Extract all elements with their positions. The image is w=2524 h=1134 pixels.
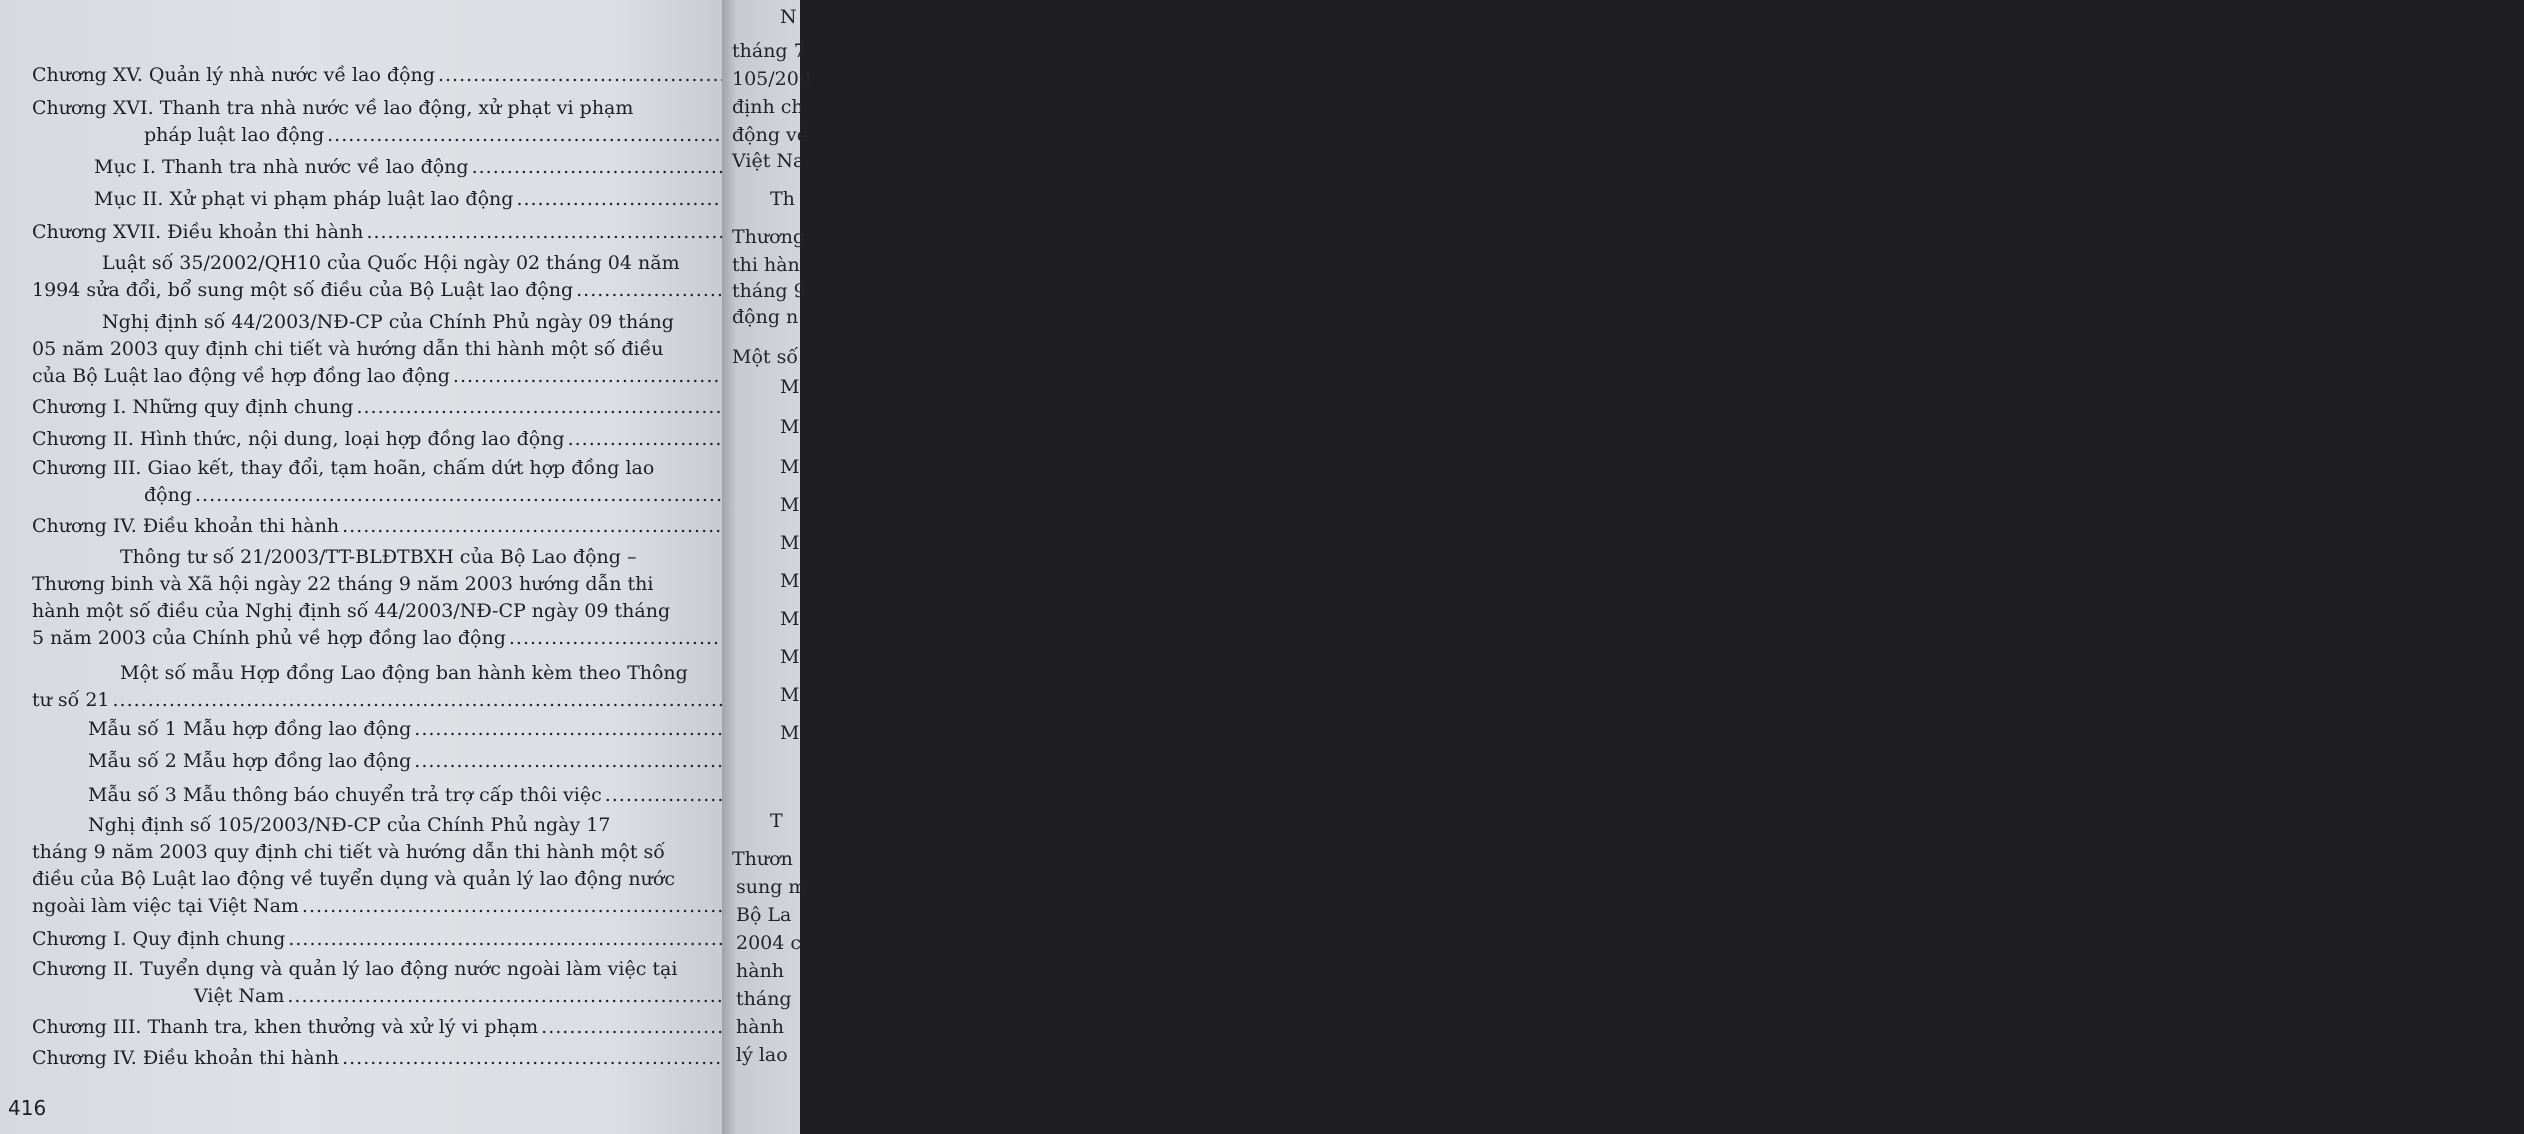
right-page-text: N [780, 6, 797, 28]
leader-dots [414, 748, 2294, 775]
toc-page: 80 [2239, 396, 2264, 418]
right-page-text: hành [736, 960, 785, 982]
toc-label: Chương I. Những quy định chung [32, 396, 354, 418]
right-page-text: tháng 9 [732, 280, 806, 302]
right-page-text: T [770, 810, 783, 832]
right-page-text: M [780, 570, 800, 592]
toc-page: 83 [2077, 484, 2102, 506]
toc-label: của Bộ Luật lao động về hợp đồng lao động [32, 365, 450, 387]
right-page-text: thi hàn [732, 254, 800, 276]
leader-dots [356, 394, 2236, 421]
right-page-text: lý lao [736, 1044, 788, 1066]
right-page-text: động về [732, 124, 809, 146]
toc-page: 112 [2224, 1047, 2261, 1069]
leader-dots [342, 1045, 2222, 1072]
page-number: 416 [8, 1096, 47, 1120]
toc-page: 61 [2458, 279, 2483, 301]
toc-line: Chương XVI. Thanh tra nhà nước về lao động, xử phạt vi phạm [32, 97, 634, 119]
right-page-text: 2004 c [736, 932, 802, 954]
right-page-text: M [780, 532, 800, 554]
right-page-text: Th [770, 188, 795, 210]
toc-entry[interactable] [32, 394, 2264, 421]
toc-line: Thông tư số 21/2003/TT-BLĐTBXH của Bộ Lao động – [120, 546, 637, 568]
toc-label: Chương IV. Điều khoản thi hành [32, 515, 340, 537]
right-page-text: M [780, 494, 800, 516]
right-page-text: Một số [732, 346, 798, 368]
right-page-text: M [780, 684, 800, 706]
leader-dots [195, 482, 2075, 509]
right-page-text: M [780, 456, 800, 478]
leader-dots [327, 122, 2207, 149]
toc-line: Một số mẫu Hợp đồng Lao động ban hành kèm theo Thông [120, 662, 688, 684]
right-page-text: tháng [736, 988, 792, 1010]
right-page-text: M [780, 416, 800, 438]
toc-page: 57 [2354, 156, 2379, 178]
right-page-text: Việt Na [732, 150, 805, 172]
toc-line: tháng 9 năm 2003 quy định chi tiết và hướng dẫn thi hành một số [32, 841, 665, 863]
leader-dots [438, 62, 2318, 89]
toc-line: Thương binh và Xã hội ngày 22 tháng 9 năm 2003 hướng dẫn thi [32, 573, 654, 595]
toc-label: Việt Nam [194, 985, 285, 1007]
toc-label: Mục I. Thanh tra nhà nước về lao động [94, 156, 469, 178]
toc-page: 98 [1995, 689, 2020, 711]
right-page-text: M [780, 722, 800, 744]
toc-page: 105 [2170, 928, 2208, 950]
right-page-text: động n [732, 306, 799, 328]
toc-label: Mẫu số 2 Mẫu hợp đồng lao động [88, 750, 412, 772]
leader-dots [288, 926, 2168, 953]
toc-entry[interactable] [32, 748, 2334, 775]
toc-line: hành một số điều của Nghị định số 44/2003/NĐ-CP ngày 09 tháng [32, 600, 671, 622]
toc-page: 82 [2450, 428, 2475, 450]
toc-label: Chương I. Quy định chung [32, 928, 286, 950]
toc-label: tư số 21 [32, 689, 110, 711]
toc-entry[interactable] [32, 513, 2249, 540]
right-page-text: Thươn [732, 848, 793, 870]
toc-entry[interactable] [32, 455, 2102, 509]
toc-page: 59 [2399, 188, 2424, 210]
toc-page: 55 [2320, 64, 2345, 86]
leader-dots [576, 277, 2456, 304]
leader-dots [287, 983, 2167, 1010]
leader-dots [302, 893, 2182, 920]
right-page-text: tháng 7 [732, 40, 806, 62]
right-page [722, 0, 811, 1134]
toc-page: 104 [2487, 784, 2524, 806]
toc-label: pháp luật lao động [144, 124, 325, 146]
toc-entry[interactable] [32, 716, 2322, 743]
toc-line: Chương II. Tuyển dụng và quản lý lao động nước ngoài làm việc tại [32, 958, 678, 980]
toc-label: ngoài làm việc tại Việt Nam [32, 895, 299, 917]
leader-dots [342, 513, 2222, 540]
toc-label: động [144, 484, 193, 506]
toc-label: Chương XVII. Điều khoản thi hành [32, 221, 364, 243]
leader-dots [568, 426, 2448, 453]
toc-page: 57 [2209, 124, 2234, 146]
toc-page: 90 [2391, 627, 2416, 649]
right-page-text: M [780, 646, 800, 668]
leader-dots [414, 716, 2294, 743]
toc-label: Chương IV. Điều khoản thi hành [32, 1047, 340, 1069]
toc-line: Luật số 35/2002/QH10 của Quốc Hội ngày 02 tháng 04 năm [102, 252, 680, 274]
leader-dots [113, 687, 1993, 714]
toc-line: Nghị định số 44/2003/NĐ-CP của Chính Phủ ngày 09 tháng [102, 311, 674, 333]
toc-label: 5 năm 2003 của Chính phủ về hợp đồng lao động [32, 627, 506, 649]
toc-entry[interactable] [32, 426, 2475, 453]
right-page-text: M [780, 376, 800, 398]
toc-entry[interactable] [32, 660, 2020, 714]
toc-line: Nghị định số 105/2003/NĐ-CP của Chính Phủ ngày 17 [88, 814, 611, 836]
toc-page: 105 [2184, 895, 2221, 917]
toc-page: 106 [2169, 985, 2207, 1007]
toc-page: 98 [2296, 718, 2322, 740]
leader-dots [541, 1014, 2421, 1041]
toc-line: 05 năm 2003 quy định chi tiết và hướng dẫn thi hành một số điều [32, 338, 664, 360]
right-page-text: định ch [732, 96, 804, 118]
right-page-text: M [780, 608, 800, 630]
toc-line: điều của Bộ Luật lao động về tuyển dụng và quản lý lao động nước [32, 868, 675, 890]
toc-entry[interactable] [32, 782, 2524, 809]
toc-label: Chương II. Hình thức, nội dung, loại hợp đồng lao động [32, 428, 565, 450]
right-page-text: Bộ La [736, 904, 792, 926]
toc-label: Mẫu số 3 Mẫu thông báo chuyển trả trợ cấp thôi việc [88, 784, 602, 806]
toc-page: 80 [2335, 365, 2360, 387]
toc-label: Mục II. Xử phạt vi phạm pháp luật lao động [94, 188, 514, 210]
leader-dots [366, 219, 2246, 246]
right-page-text: hành [736, 1016, 785, 1038]
toc-label: Mẫu số 1 Mẫu hợp đồng lao động [88, 718, 412, 740]
toc-page: 60 [2249, 221, 2274, 243]
toc-page: 89 [2224, 515, 2249, 537]
toc-label: 1994 sửa đổi, bổ sung một số điều của Bộ Luật lao động [32, 279, 574, 301]
right-page-text: 105/200 [732, 68, 811, 90]
toc-page: 102 [2296, 750, 2334, 772]
toc-entry[interactable] [32, 544, 2416, 652]
right-page-text: sung m [736, 876, 807, 898]
right-page-text: Thương [732, 226, 805, 248]
toc-line: Chương III. Giao kết, thay đổi, tạm hoãn, chấm dứt hợp đồng lao [32, 457, 655, 479]
toc-label: Chương III. Thanh tra, khen thưởng và xử lý vi phạm [32, 1016, 539, 1038]
toc-page: 111 [2423, 1016, 2460, 1038]
toc-label: Chương XV. Quản lý nhà nước về lao động [32, 64, 435, 86]
leader-dots [605, 782, 2485, 809]
